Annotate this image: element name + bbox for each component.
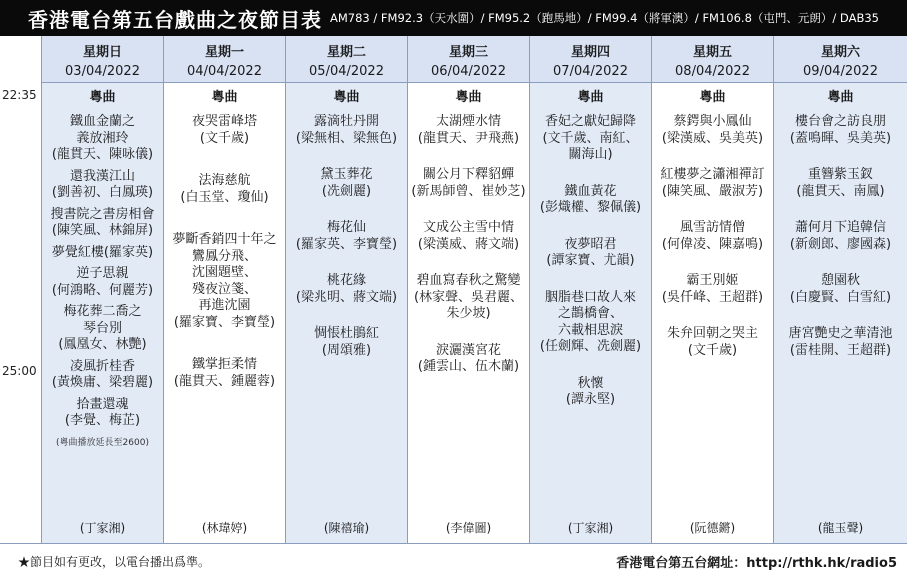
show-title: 霸王別姬: [686, 273, 739, 288]
show-title: 逆子思親: [76, 266, 129, 281]
show-item: [774, 167, 907, 200]
show-title: 桃花緣: [326, 273, 366, 288]
show-cast: (何鴻略、何麗芳): [51, 282, 154, 298]
show-cast: (龍貫天、南鳳): [796, 183, 885, 199]
page-title: 香港電台第五台戲曲之夜節目表: [28, 7, 322, 32]
show-title: 關公月下釋貂蟬: [422, 167, 514, 182]
show-title: 鐵血金蘭之: [69, 114, 135, 129]
day-header: [774, 36, 907, 83]
show-title: 蕭何月下追韓信: [794, 220, 886, 235]
show-item: [408, 114, 529, 147]
show-title: 琴台別: [82, 320, 122, 336]
show-cast: (劉善初、白鳳瑛): [51, 185, 154, 200]
show-item: [42, 245, 163, 262]
show-cast: (文千歲): [199, 130, 250, 146]
show-cast: (新劍郎、廖國森): [789, 236, 892, 252]
show-item: [42, 397, 163, 430]
show-item: [774, 273, 907, 306]
show-title: 義放湘玲: [76, 130, 129, 146]
genre-label: 粵曲: [211, 90, 238, 105]
show-title: 碧血寫春秋之驚變: [416, 273, 521, 288]
show-title: 紅樓夢之瀟湘禪訂: [660, 167, 765, 182]
time-column: [0, 36, 42, 543]
genre-label: 粵曲: [455, 90, 482, 105]
show-item: [286, 326, 407, 359]
show-cast: (新馬師曾、崔妙芝): [411, 183, 526, 199]
day-name: 星期三: [448, 45, 488, 60]
day-date: 04/04/2022: [187, 64, 262, 79]
show-cast: (龍貫天、鍾麗蓉): [173, 373, 276, 389]
show-title: 淚灑漢宮花: [435, 342, 501, 358]
show-cast: (彭熾權、黎佩儀): [539, 200, 642, 215]
show-cast: (白玉堂、瓊仙): [180, 189, 269, 205]
show-title: 凌風折桂香: [69, 358, 135, 374]
show-item: [408, 220, 529, 253]
show-cast: (譚永堅): [565, 392, 616, 407]
show-title: 鐵血黃花: [564, 183, 617, 199]
genre-label: 粵曲: [89, 90, 116, 105]
show-item: [42, 114, 163, 164]
show-title: 拾畫還魂: [76, 396, 129, 412]
show-item: [286, 114, 407, 147]
show-item: [774, 326, 907, 359]
show-item: [530, 184, 651, 217]
host-name: (林瑋婷): [201, 521, 248, 535]
day-header: [286, 36, 407, 83]
show-title: 梅花仙: [326, 220, 366, 235]
show-cast: (周頌雅): [321, 342, 372, 358]
show-title: 黛玉葬花: [320, 167, 373, 182]
show-item: [42, 207, 163, 240]
show-cast: (蓋鳴暉、吳美英): [789, 130, 892, 146]
show-cast: 朱少坡): [446, 306, 491, 321]
show-title: 沈園題壁、: [191, 265, 257, 280]
day-date: 03/04/2022: [65, 64, 140, 79]
show-cast: (龍貫天、尹飛燕): [417, 130, 520, 146]
show-item: [652, 326, 773, 359]
time-end: 25:00: [2, 364, 37, 378]
show-item: [42, 169, 163, 202]
show-cast: (陳笑風、林錦屏): [51, 223, 154, 238]
day-header: [652, 36, 773, 83]
day-name: 星期二: [326, 45, 366, 60]
day-date: 07/04/2022: [553, 64, 628, 79]
day-column: [407, 36, 529, 543]
show-cast: (文千歲): [687, 342, 738, 358]
show-list: [530, 114, 651, 409]
show-title: 露滴牡丹開: [313, 114, 379, 129]
show-cast: 關海山): [568, 147, 613, 162]
header-bar: [0, 0, 907, 36]
show-title: 梅花葬二喬之: [63, 304, 142, 319]
host-name: (李偉圖): [445, 521, 492, 535]
show-cast: (文千歲、南紅、: [542, 130, 639, 146]
show-cast: (梁無相、梁無色): [295, 130, 398, 146]
show-title: 鐵掌拒柔情: [191, 357, 257, 372]
footer-website: 香港電台第五台網址：http://rthk.hk/radio5: [616, 556, 897, 571]
schedule-note: (粵曲播放延長至2600): [56, 437, 149, 448]
show-cast: (羅家英、李寶瑩): [295, 236, 398, 252]
show-cast: (梁漢威、蔣文端): [417, 236, 520, 252]
show-title: 胭脂巷口故人來: [544, 289, 636, 305]
show-list: [164, 114, 285, 390]
show-item: [530, 376, 651, 409]
show-title: 風雪訪情僧: [679, 220, 745, 235]
show-cast: (雷桂開、王超群): [789, 342, 892, 358]
show-cast: (陳笑風、嚴淑芳): [661, 183, 764, 199]
day-header: [42, 36, 163, 83]
show-item: [286, 167, 407, 200]
show-cast: (林家聲、吳君麗、: [413, 289, 524, 305]
show-cast: (梁兆明、蔣文端): [295, 289, 398, 305]
day-name: 星期四: [570, 45, 610, 60]
day-date: 06/04/2022: [431, 64, 506, 79]
show-item: [164, 114, 285, 147]
show-title: 朱弁回朝之哭主: [666, 326, 758, 341]
show-title: 法海慈航: [198, 173, 251, 188]
show-item: [42, 304, 163, 354]
time-start: 22:35: [2, 88, 37, 102]
show-cast: (任劍輝、冼劍麗): [539, 339, 642, 354]
frequency-list: AM783 / FM92.3（天水圍）/ FM95.2（跑馬地）/ FM99.4（將軍澳）/ FM106.8（屯門、元朗）/ DAB35: [330, 11, 879, 25]
show-title: 唐宮艷史之華清池: [788, 326, 893, 341]
show-list: [652, 114, 773, 359]
genre-label: 粵曲: [699, 90, 726, 105]
day-column: [163, 36, 285, 543]
show-title: 再進沈園: [198, 298, 251, 313]
day-name: 星期六: [820, 45, 860, 60]
show-cast: (白慶賢、白雪紅): [789, 289, 892, 305]
show-item: [530, 237, 651, 270]
show-item: [652, 114, 773, 147]
genre-label: 粵曲: [577, 90, 604, 105]
show-item: [42, 266, 163, 299]
footer-note: ★節目如有更改，以電台播出爲準。: [18, 555, 211, 569]
day-date: 09/04/2022: [803, 64, 878, 79]
show-list: [286, 114, 407, 359]
show-cast: (黃煥庸、梁碧麗): [51, 375, 154, 390]
show-cast: (譚家寶、尤韻): [546, 253, 635, 268]
show-cast: (梁漢威、吳美英): [661, 130, 764, 146]
day-name: 星期一: [204, 45, 244, 60]
show-cast: (何偉凌、陳嘉鳴): [661, 236, 764, 252]
show-title: 秋懷: [577, 375, 604, 391]
show-item: [652, 167, 773, 200]
host-name: (丁家湘): [567, 521, 614, 535]
day-header: [164, 36, 285, 83]
show-cast: (李覺、梅芷): [64, 413, 141, 428]
show-cast: (龍貫天、陳咏儀): [51, 147, 154, 162]
show-title: 夜哭雷峰塔: [191, 114, 257, 129]
show-title: 還我漢江山: [69, 168, 135, 184]
genre-label: 粵曲: [827, 90, 854, 105]
show-item: [164, 173, 285, 206]
show-title: 樓台會之訪良朋: [794, 114, 886, 129]
day-column: [285, 36, 407, 543]
show-title: 夜夢昭君: [564, 236, 617, 252]
show-cast: (羅家寶、李寶瑩): [173, 314, 276, 330]
show-title: 殘夜泣箋、: [191, 281, 257, 297]
show-item: [286, 220, 407, 253]
day-header: [530, 36, 651, 83]
day-column: [41, 36, 163, 543]
show-item: [42, 359, 163, 392]
day-date: 08/04/2022: [675, 64, 750, 79]
show-item: [652, 273, 773, 306]
show-item: [408, 167, 529, 200]
show-title: 文成公主雪中情: [422, 220, 514, 235]
show-item: [774, 220, 907, 253]
show-title: 夢斷香銷四十年之: [172, 232, 277, 247]
host-name: (龍玉聲): [817, 521, 864, 535]
genre-label: 粵曲: [333, 90, 360, 105]
show-title: 惆悵杜鵑紅: [313, 326, 379, 341]
show-item: [286, 273, 407, 306]
show-title: 夢覺紅樓(羅家英): [51, 244, 154, 260]
show-title: 香妃之獻妃歸降: [544, 114, 636, 129]
show-cast: (吳仟峰、王超群): [661, 289, 764, 305]
show-item: [408, 343, 529, 376]
show-item: [530, 290, 651, 356]
show-item: [408, 273, 529, 323]
show-title: 重簪紫玉釵: [807, 167, 873, 182]
show-title: 憩園秋: [820, 273, 860, 288]
show-item: [164, 357, 285, 390]
day-column: [651, 36, 773, 543]
show-cast: (鳳凰女、林艷): [58, 337, 147, 352]
show-title: 鸞鳳分飛、: [191, 248, 257, 264]
show-item: [652, 220, 773, 253]
day-header: [408, 36, 529, 83]
day-name: 星期五: [692, 45, 732, 60]
show-list: [774, 114, 907, 359]
host-name: (阮德鏘): [689, 521, 736, 535]
day-name: 星期日: [82, 45, 122, 60]
footer: [0, 543, 907, 577]
show-item: [774, 114, 907, 147]
schedule-grid: [0, 36, 907, 543]
day-column: [529, 36, 651, 543]
show-title: 蔡鍔與小鳳仙: [673, 114, 752, 129]
host-name: (陳禧瑜): [323, 521, 370, 535]
show-title: 之鵲橋會、: [557, 306, 623, 321]
show-list: [408, 114, 529, 376]
host-name: (丁家湘): [79, 521, 126, 535]
day-date: 05/04/2022: [309, 64, 384, 79]
show-list: [42, 114, 163, 450]
show-title: 搜書院之書房相會: [50, 206, 155, 222]
show-title: 太湖煙水情: [435, 114, 501, 129]
day-column: [773, 36, 907, 543]
show-title: 六載相思淚: [557, 322, 623, 338]
show-cast: (鍾雲山、伍木蘭): [417, 359, 520, 374]
show-item: [530, 114, 651, 164]
show-item: [164, 232, 285, 331]
show-cast: (冼劍麗): [321, 183, 372, 199]
